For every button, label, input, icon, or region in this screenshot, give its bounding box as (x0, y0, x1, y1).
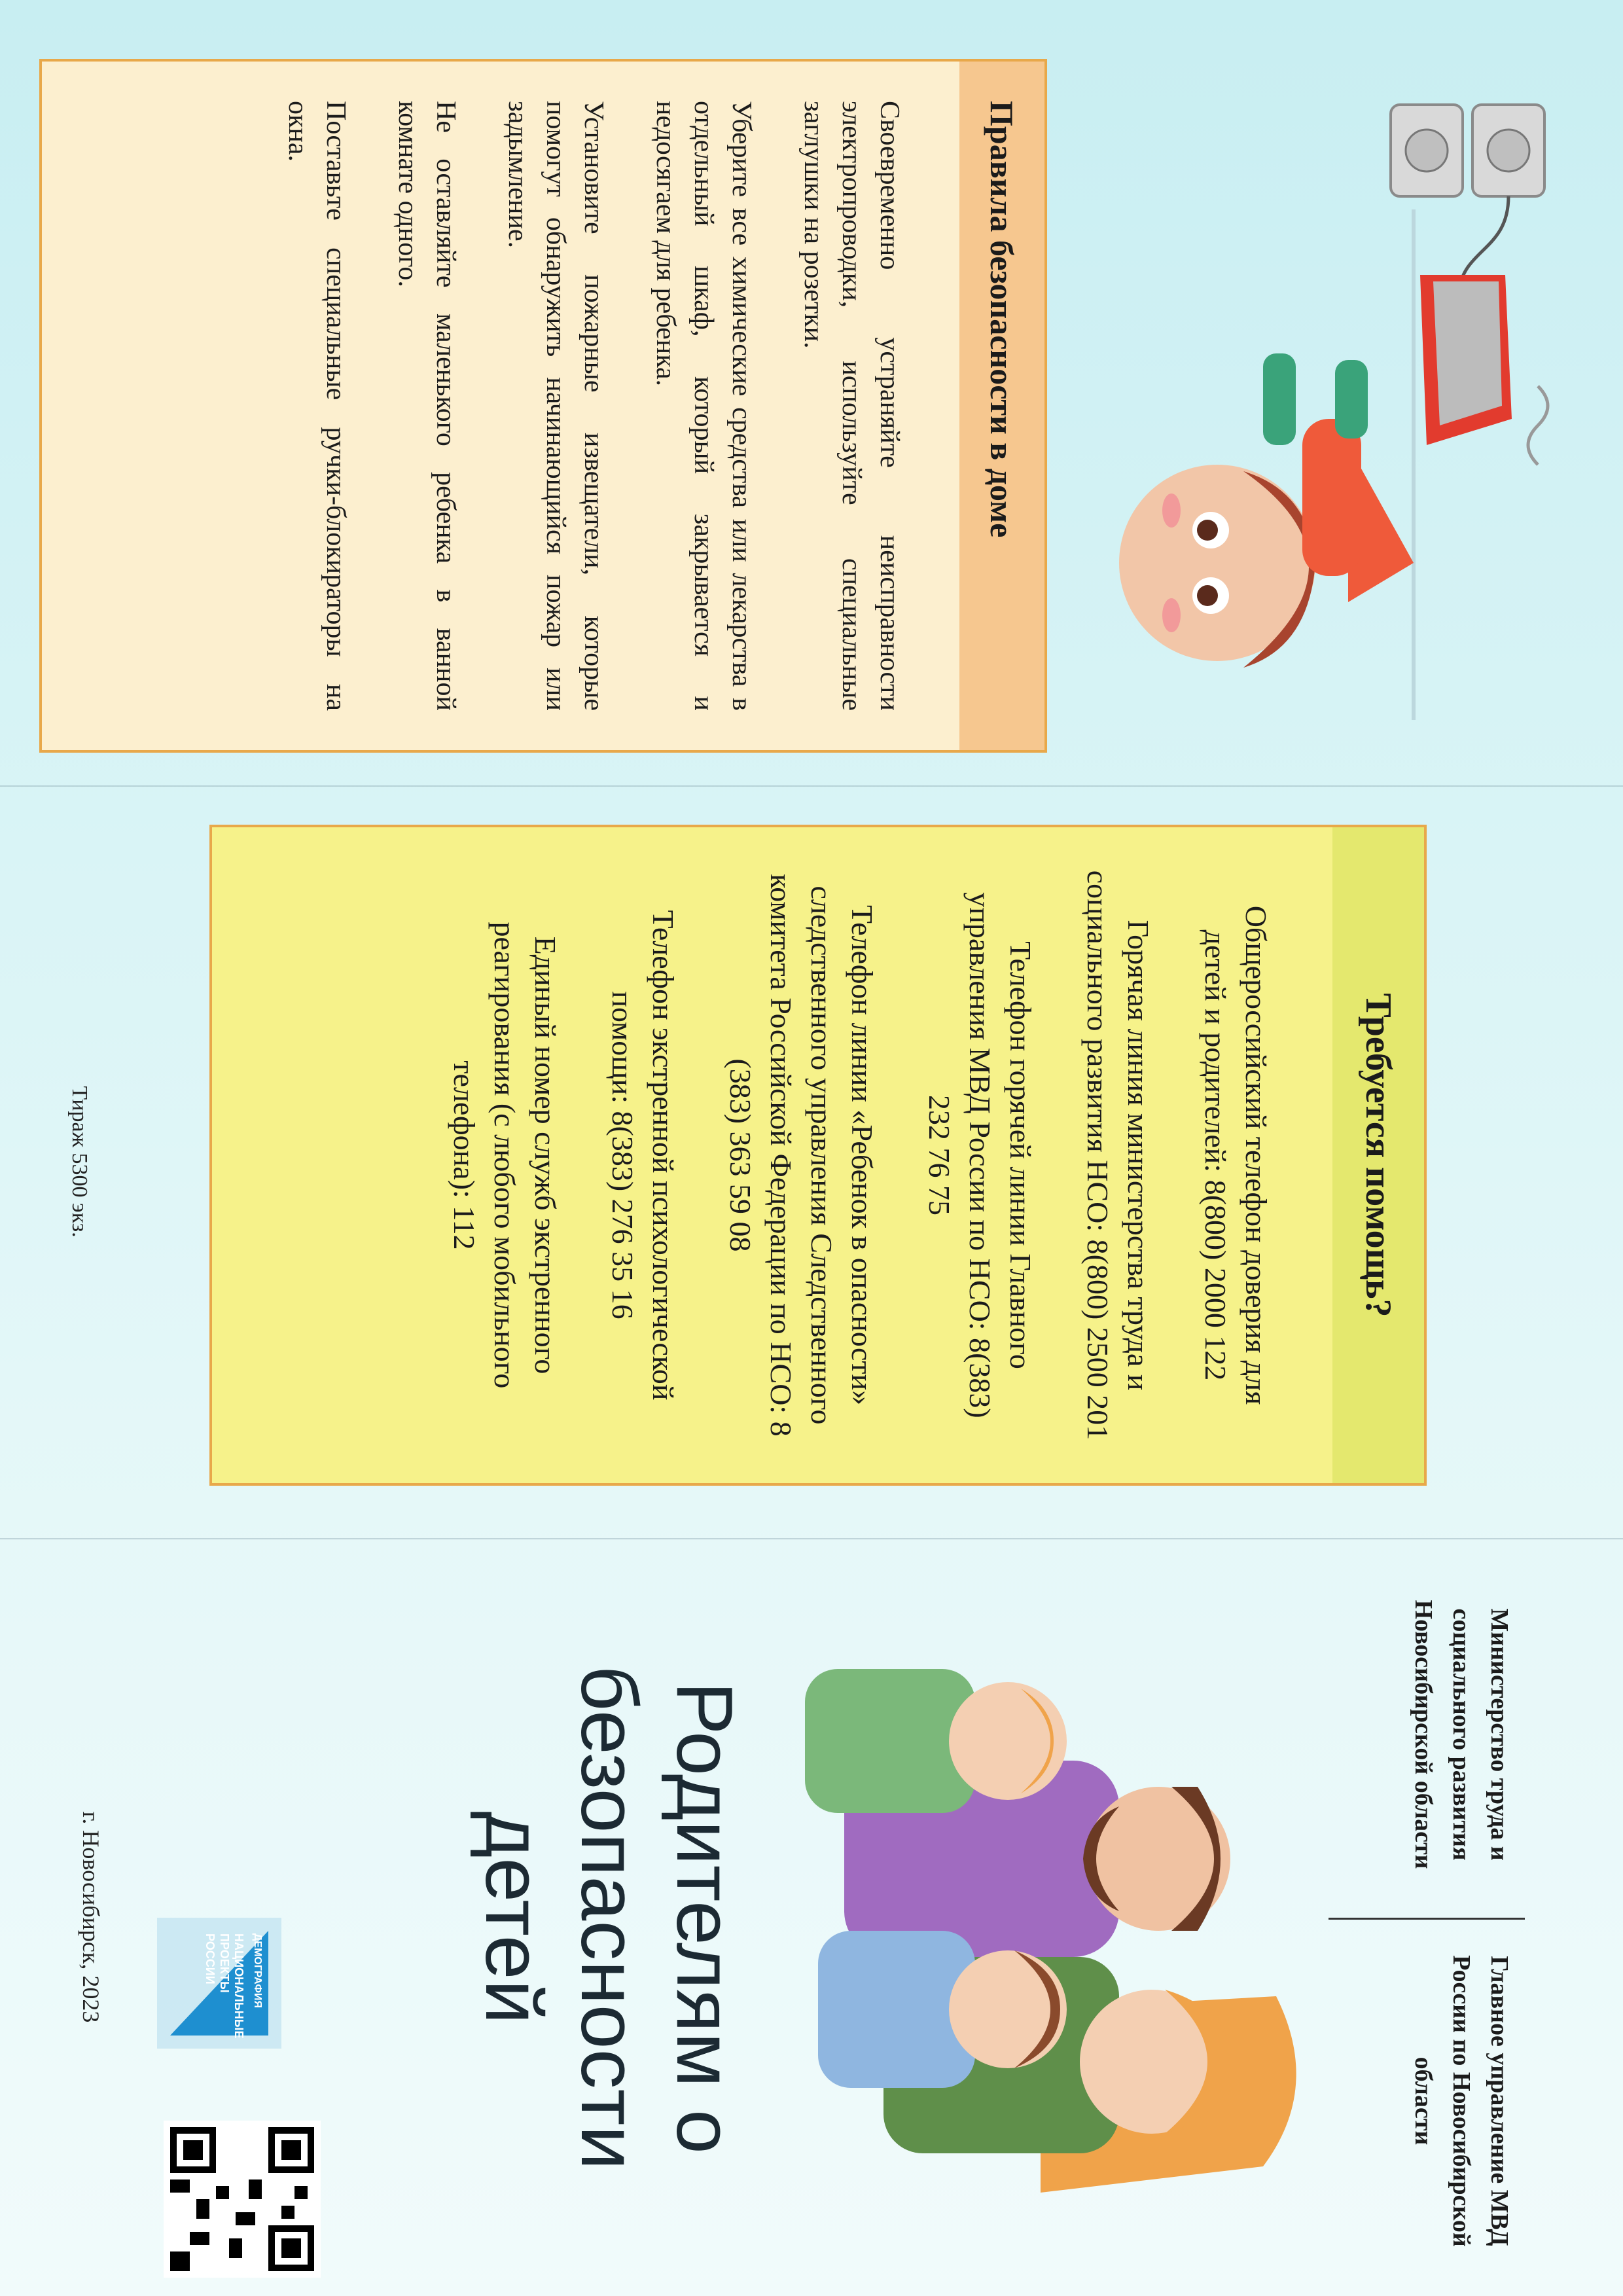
logo-caption-top: ДЕМОГРАФИЯ (252, 1933, 263, 2008)
rule-item: Установите пожарные извещатели, которые помогут обнаружить начинающийся пожар или задымление. (503, 101, 609, 711)
logo-caption-main: НАЦИОНАЛЬНЫЕ ПРОЕКТЫ РОССИИ (204, 1933, 245, 2039)
help-contact: Телефон линии «Ребенок в опасности» следственного управления Следственного комитета Российской Федерации по НСО: 8 (383) 363 59 08 (724, 874, 879, 1437)
family-illustration (772, 1590, 1315, 2245)
help-box (209, 825, 1427, 1486)
rules-list (279, 62, 959, 750)
national-projects-logo (144, 1905, 294, 2062)
agency-divider (1329, 1918, 1525, 1920)
agency-mvd: Главное управление МВД России по Новосибирской области (1410, 1955, 1513, 2247)
help-panel (0, 785, 1623, 1538)
child-iron-illustration (1073, 79, 1584, 733)
help-contact: Единый номер служб экстренного реагирования (с любого мобильного телефона): 112 (448, 922, 562, 1389)
rules-heading: Правила безопасности в доме (959, 62, 1044, 750)
rule-item: Уберите все химические средства или лекарства в отдельный шкаф, который закрывается и недосягаем для ребенка. (651, 101, 757, 711)
print-run: Тираж 5300 экз. (67, 1086, 92, 1238)
rule-item: Своевременно устраняйте неисправности электропроводки, используйте специальные заглушки на розетки. (798, 101, 904, 711)
help-contact: Общероссийский телефон доверия для детей и родителей: 8(800) 2000 122 (1199, 905, 1273, 1405)
cover-panel (0, 1538, 1623, 2296)
help-list (444, 827, 1332, 1483)
qr-code-icon (164, 2121, 321, 2278)
city-year: г. Новосибирск, 2023 (78, 1811, 104, 2023)
help-contact: Телефон экстренной психологической помощи: 8(383) 276 35 16 (606, 910, 680, 1401)
help-contact: Горячая линия министерства труда и социального развития НСО: 8(800) 2500 201 (1081, 870, 1155, 1441)
qr-code[interactable] (164, 2121, 321, 2278)
rules-box (39, 59, 1047, 753)
help-heading: Требуется помощь? (1332, 827, 1424, 1483)
rules-panel (0, 0, 1623, 785)
cover-title: Родителям о безопасности детей (469, 1665, 749, 2170)
rule-item: Поставьте специальные ручки-блокираторы на окна. (283, 101, 351, 711)
rule-item: Не оставляйте маленького ребенка в ванной комнате одного. (393, 101, 461, 711)
help-contact: Телефон горячей линии Главного управления МВД России по НСО: 8(383) 232 76 75 (923, 892, 1037, 1418)
agency-ministry: Министерство труда и социального развития Новосибирской области (1410, 1600, 1513, 1869)
